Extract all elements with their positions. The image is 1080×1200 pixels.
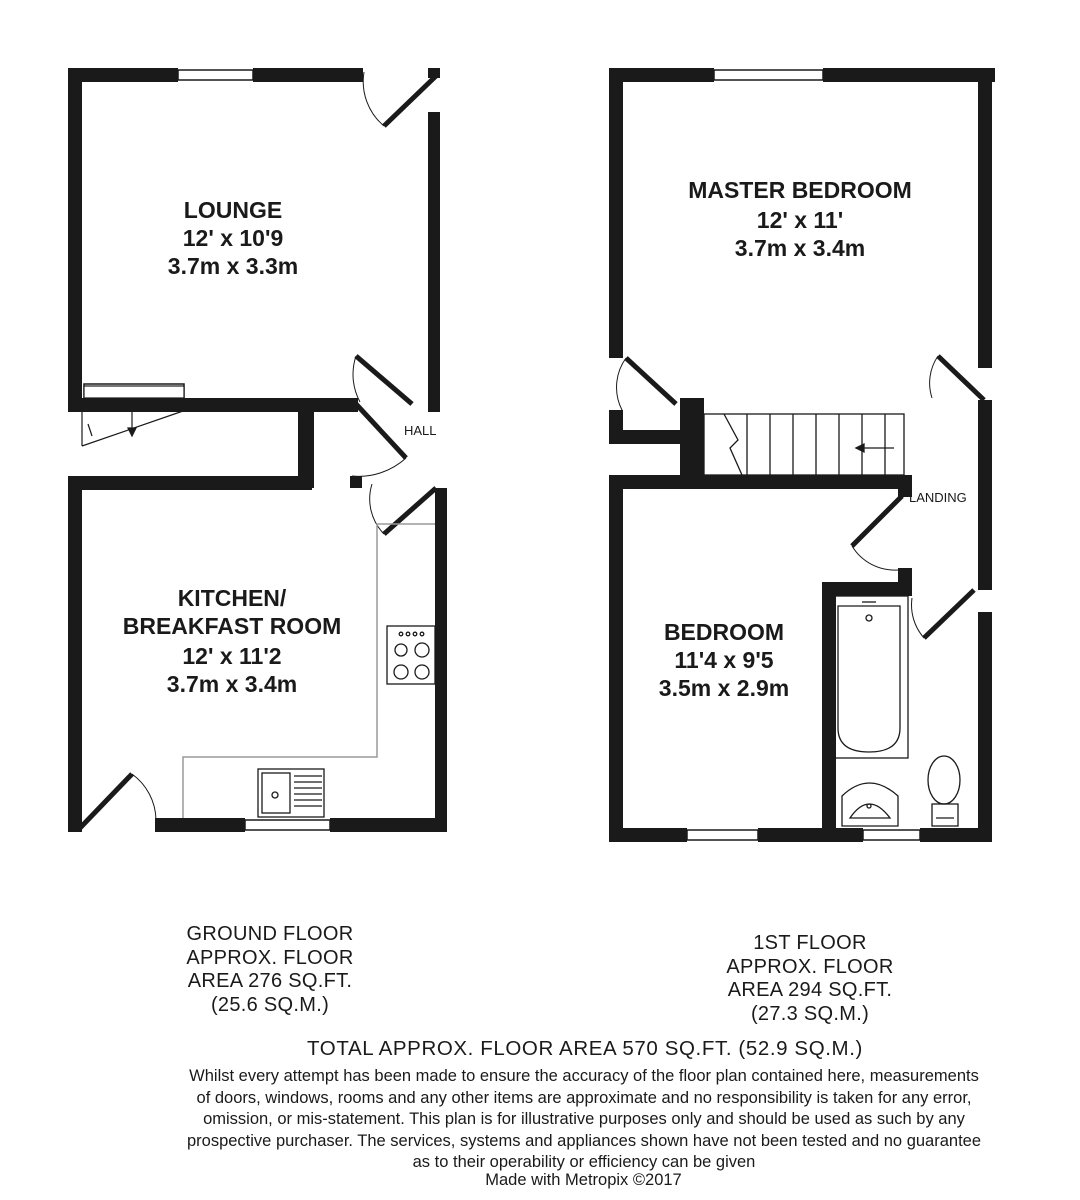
toilet-icon (928, 756, 960, 826)
hall-label: HALL (404, 423, 437, 438)
kitchen-name-line2: BREAKFAST ROOM (122, 613, 342, 639)
ground-floor-stairs (82, 386, 186, 446)
lounge-name: LOUNGE (183, 197, 283, 223)
first-area-line: (27.3 SQ.M.) (750, 1002, 870, 1025)
first-floor-labels (659, 177, 967, 701)
disclaimer-line: of doors, windows, rooms and any other items are approximate and no responsibility is taken for any error, (196, 1088, 972, 1107)
landing-label: LANDING (909, 490, 967, 505)
hob-icon (387, 626, 435, 684)
ground-floor-walls (68, 68, 447, 832)
first-floor-plan (609, 68, 995, 842)
first-area-line: APPROX. FLOOR (726, 955, 894, 978)
first-area-line: 1ST FLOOR (753, 932, 867, 954)
ground-floor-area-note (170, 923, 370, 1017)
ground-area-line: AREA 276 SQ.FT. (187, 970, 353, 992)
bedroom-metric: 3.5m x 2.9m (658, 675, 790, 701)
ground-area-line: APPROX. FLOOR (186, 946, 354, 969)
disclaimer-line: as to their operability or efficiency can be given (412, 1153, 756, 1171)
ground-floor-plan (68, 68, 447, 832)
master-bedroom-imperial: 12' x 11' (756, 207, 844, 233)
disclaimer-line: Whilst every attempt has been made to ensure the accuracy of the floor plan contained here, measurements (189, 1067, 979, 1085)
total-floor-area: TOTAL APPROX. FLOOR AREA 570 SQ.FT. (52.9 SQ.M.) (307, 1037, 863, 1060)
kitchen-imperial: 12' x 11'2 (182, 643, 282, 669)
ground-floor-windows (84, 70, 330, 830)
first-floor-stairs (704, 414, 904, 475)
bedroom-imperial: 11'4 x 9'5 (674, 647, 774, 673)
kitchen-metric: 3.7m x 3.4m (166, 671, 298, 697)
metropix-credit: Made with Metropix ©2017 (485, 1171, 682, 1189)
ground-floor-labels (123, 197, 437, 697)
ground-area-line: GROUND FLOOR (186, 923, 354, 945)
disclaimer-line: prospective purchaser. The services, systems and appliances shown have not been tested and no guarantee (186, 1131, 982, 1150)
disclaimer-text (124, 1066, 1044, 1174)
bath-icon (830, 596, 908, 758)
basin-icon (842, 783, 898, 826)
lounge-imperial: 12' x 10'9 (182, 225, 284, 251)
sink-icon (258, 769, 324, 817)
first-area-line: AREA 294 SQ.FT. (727, 979, 893, 1001)
disclaimer-line: omission, or mis-statement. This plan is for illustrative purposes only and should be used as such by any (203, 1110, 965, 1128)
ground-floor-doors (80, 72, 436, 828)
lounge-metric: 3.7m x 3.3m (167, 253, 299, 279)
first-floor-area-note (710, 932, 910, 1026)
kitchen-name-line1: KITCHEN/ (177, 585, 287, 611)
master-bedroom-name: MASTER BEDROOM (688, 177, 912, 203)
master-bedroom-metric: 3.7m x 3.4m (734, 235, 866, 261)
bedroom-name: BEDROOM (663, 619, 785, 645)
ground-area-line: (25.6 SQ.M.) (210, 993, 330, 1016)
